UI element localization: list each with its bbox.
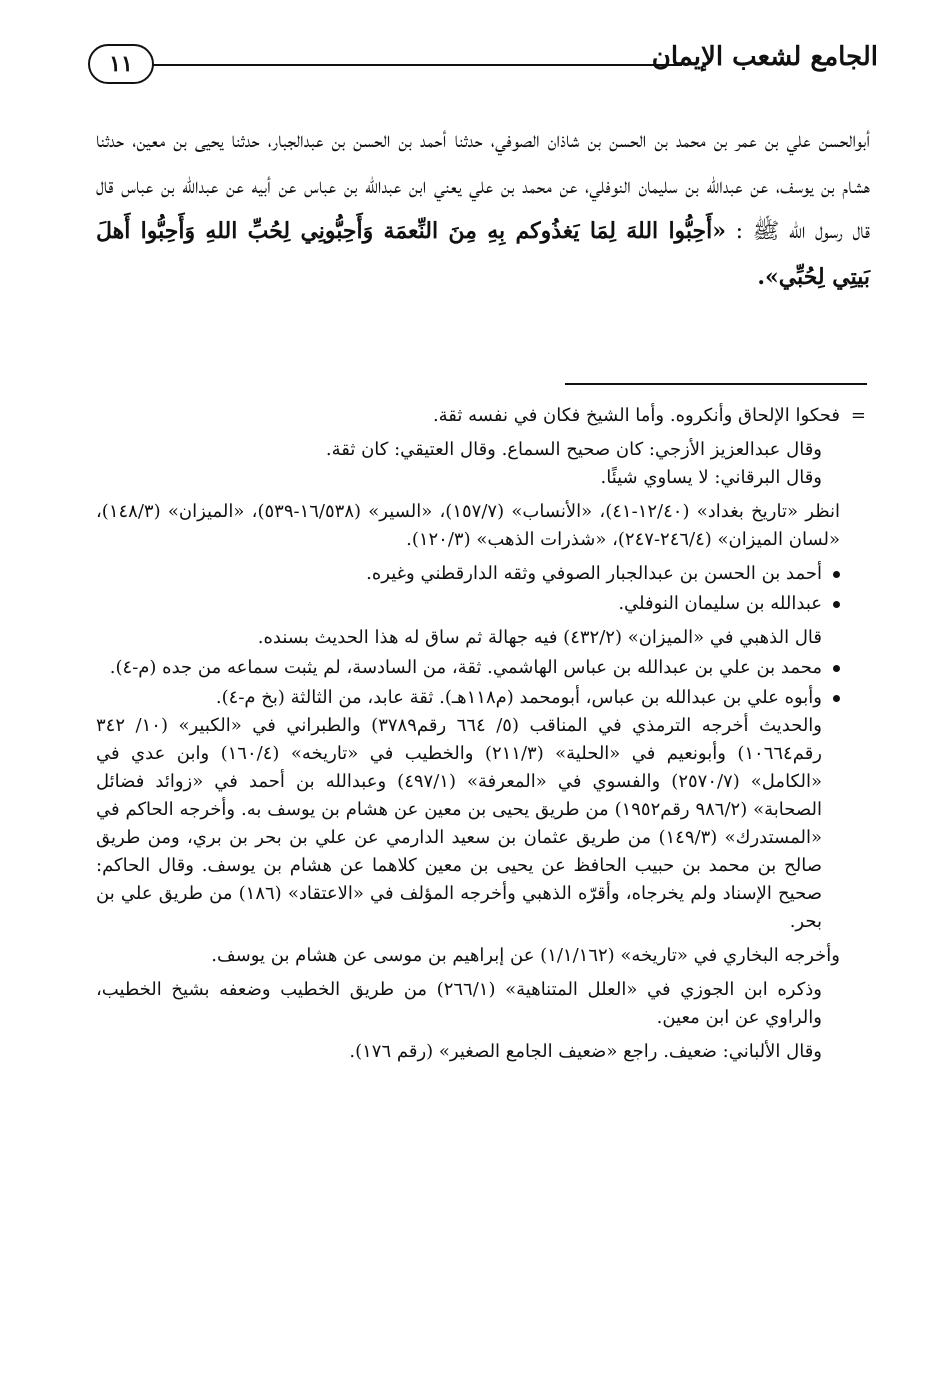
hadith-text: «أَحِبُّوا اللهَ لِمَا يَغذُوكم بِهِ مِنَ النِّعمَة وَأَحِبُّونِي لِحُبِّ اللهِ وَأَحِبُّوا أَهلَ بَيتِي لِحُبِّي». [96,218,870,290]
header-rule [152,64,682,66]
footnote-continuation [96,402,866,430]
continuation-text: فحكوا الإلحاق وأنكروه. وأما الشيخ فكان في نفسه ثقة. [432,405,840,426]
footnote-dhahabi [96,624,840,652]
bullet-ahmad [96,560,840,588]
bullet-father-text: وأبوه علي بن عبدالله بن عباس، أبومحمد (م١١٨هـ). ثقة عابد، من الثالثة (بخ م-٤). [215,687,822,708]
isnad-paragraph [96,118,870,300]
main-text [96,118,870,300]
isnad-text: أبوالحسن علي بن عمر بن محمد بن الحسن بن شاذان الصوفي، حدثنا أحمد بن الحسن بن عبدالجبار، حدثنا يحيى بن معين، حدثنا هشام بن يوسف، عن عبدالله بن سليمان النوفلي، عن محمد بن علي يعني ابن عبدالله بن عباس عن أبيه عن عبدالله بن عباس قال قال رسول الله ﷺ : [96,128,871,244]
page-header [88,38,878,98]
bullet-nawfali-text: عبدالله بن سليمان النوفلي. [618,593,822,614]
azji-text: وقال عبدالعزيز الأزجي: كان صحيح السماع. وقال العتيقي: كان ثقة. [325,439,822,460]
bullet-muhammad [96,654,840,682]
page-number: ١١ [88,44,154,84]
book-title: الجامع لشعب الإيمان [651,42,878,72]
footnote-albani: وقال الألباني: ضعيف. راجع «ضعيف الجامع الصغير» (رقم ١٧٦). [349,1041,822,1062]
dhahabi-text: قال الذهبي في «الميزان» (٤٣٢/٢) فيه جهالة ثم ساق له هذا الحديث بسنده. [257,627,822,648]
bullet-muhammad-text: محمد بن علي بن عبدالله بن عباس الهاشمي. ثقة، من السادسة، لم يثبت سماعه من جده (م-٤). [109,657,822,678]
footnotes [96,402,866,1072]
footnote-bukhari: وأخرجه البخاري في «تاريخه» (١/١/١٦٢) عن إبراهيم بن موسى عن هشام بن يوسف. [211,945,840,966]
footnote-ibn-jawzi: وذكره ابن الجوزي في «العلل المتناهية» (٢٦٦/١) من طريق الخطيب وضعفه بشيخ الخطيب، والراوي عن ابن معين. [96,979,822,1028]
footnote-separator [565,383,867,385]
bullet-nawfali [96,590,840,618]
continuation-mark: = [850,405,866,426]
bullet-father [96,684,840,712]
bullet-ahmad-text: أحمد بن الحسن بن عبدالجبار الصوفي وثقه الدارقطني وغيره. [366,563,822,584]
footnote-azji [96,436,840,464]
footnote-references: انظر «تاريخ بغداد» (١٢/٤٠-٤١)، «الأنساب» (١٥٧/٧)، «السير» (١٦/٥٣٨-٥٣٩)، «الميزان» (١٤٨/٣)، «لسان الميزان» (٢٤٦/٤-٢٤٧)، «شذرات الذهب» (١٢٠/٣). [96,501,840,550]
barqani-text: وقال البرقاني: لا يساوي شيئًا. [600,467,822,488]
footnote-barqani [96,464,840,492]
footnote-takhrij: والحديث أخرجه الترمذي في المناقب (٥/ ٦٦٤ رقم٣٧٨٩) والطبراني في «الكبير» (١٠/ ٣٤٢ رقم١٠٦٦٤) وأبونعيم في «الحلية» (٢١١/٣) والخطيب في «تاريخه» (١٦٠/٤) وابن عدي في «الكامل» (٢٥٧٠/٧) والفسوي في «المعرفة» (٤٩٧/١) وعبدالله بن أحمد في «زوائد فضائل الصحابة» (٩٨٦/٢ رقم١٩٥٢) من طريق يحيى بن معين عن هشام بن يوسف به. وأخرجه الحاكم في «المستدرك» (١٤٩/٣) من طريق عثمان بن سعيد الدارمي عن علي بن بحر بن بري، ومن طريق صالح بن محمد بن حبيب الحافظ عن يحيى بن معين كلاهما عن هشام بن يوسف. وقال الحاكم: صحيح الإسناد ولم يخرجاه، وأقرّه الذهبي وأخرجه المؤلف في «الاعتقاد» (١٨٦) من طريق علي بن بحر. [96,715,823,932]
